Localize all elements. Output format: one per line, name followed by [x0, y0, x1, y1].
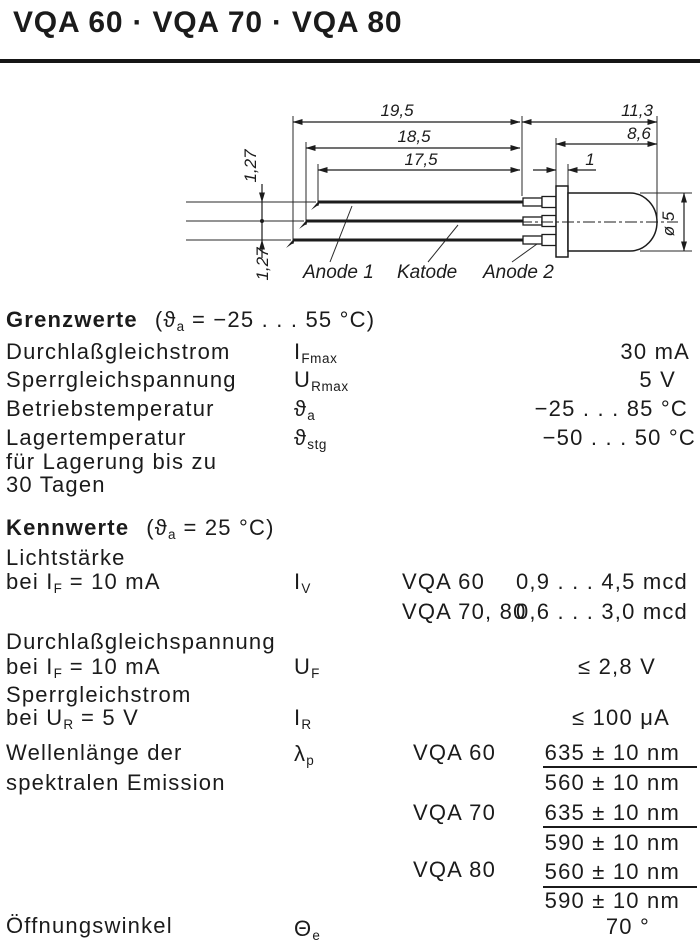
grenzwerte-condition: ($ϑ_a = -25$ . . . 55 °C) [154, 307, 376, 334]
value-iv-vqa70-80: 0,6 . . . 3,0 mcd [515, 599, 688, 624]
grenzwerte-title: Grenzwerte [6, 307, 138, 332]
wavelength-divider [543, 826, 697, 828]
wavelength-divider [543, 766, 697, 768]
symbol-uf: $U_F$ [294, 654, 320, 681]
dim-1: 1 [585, 150, 595, 169]
value-theta-a: −25 . . . 85 °C [534, 396, 688, 421]
value-lambda-vqa80-bottom: 590 ± 10 nm [544, 888, 680, 913]
dim-17-5: 17,5 [404, 150, 438, 169]
row-condition: bei $U_R = 5$ V [6, 705, 140, 732]
type-name: VQA 70 [413, 800, 497, 825]
row-label: Lichtstärke [6, 545, 126, 570]
value-ir: ≤ 100 μA [572, 705, 670, 730]
row-condition: bei $I_F = 10$ mA [6, 569, 161, 596]
type-name: VQA 60 [413, 740, 497, 765]
row-label: Durchlaßgleichstrom [6, 339, 231, 364]
symbol-theta-stg: $ϑ_{stg}$ [294, 425, 328, 452]
pin-label-katode: Katode [397, 262, 458, 283]
value-ifmax: 30 mA [620, 339, 690, 364]
row-label-line3: 30 Tagen [6, 472, 106, 497]
lead-crimps [523, 197, 556, 246]
symbol-ir: $I_R$ [294, 705, 312, 732]
dimension-labels [241, 101, 678, 281]
value-uf: ≤ 2,8 V [578, 654, 656, 679]
symbol-ifmax: $I_{Fmax}$ [294, 339, 338, 366]
dim-18-5: 18,5 [397, 127, 431, 146]
value-iv-vqa60: 0,9 . . . 4,5 mcd [515, 569, 688, 594]
row-label: Sperrgleichstrom [6, 682, 192, 707]
value-lambda-vqa70-top: 635 ± 10 nm [544, 800, 680, 825]
kennwerte-title: Kennwerte [6, 515, 130, 540]
kennwerte-condition: ($ϑ_a = 25$ °C) [146, 515, 275, 542]
kennwerte-heading [6, 515, 275, 542]
type-name: VQA 60 [402, 569, 486, 594]
row-label: Sperrgleichspannung [6, 367, 237, 392]
value-lambda-vqa60-bottom: 560 ± 10 nm [544, 770, 680, 795]
row-label: Wellenlänge der [6, 740, 183, 765]
dim-19-5: 19,5 [380, 101, 414, 120]
type-name: VQA 70, 80 [402, 599, 527, 624]
row-label: Betriebstemperatur [6, 396, 215, 421]
value-urmax: 5 V [639, 367, 676, 392]
symbol-theta-a: $ϑ_a$ [294, 396, 316, 423]
dim-8-6: 8,6 [627, 124, 651, 143]
row-label: Öffnungswinkel [6, 913, 173, 938]
type-name: VQA 80 [413, 857, 497, 882]
grenzwerte-heading [6, 307, 376, 334]
pin-label-anode2: Anode 2 [483, 262, 554, 283]
symbol-iv: $I_V$ [294, 569, 311, 596]
row-label: Durchlaßgleichspannung [6, 629, 276, 654]
page-title: VQA 60 · VQA 70 · VQA 80 [13, 6, 403, 39]
pin-label-anode1: Anode 1 [303, 262, 374, 283]
symbol-urmax: $U_{Rmax}$ [294, 367, 349, 394]
row-label-line2: für Lagerung bis zu [6, 449, 218, 474]
dim-11-3: 11,3 [621, 101, 653, 120]
symbol-theta-e: $\Theta_e$ [294, 916, 321, 943]
value-lambda-vqa70-bottom: 590 ± 10 nm [544, 830, 680, 855]
value-lambda-vqa80-top: 560 ± 10 nm [544, 859, 680, 884]
symbol-lambda-p: $\lambda_p$ [294, 741, 315, 768]
value-lambda-vqa60-top: 635 ± 10 nm [544, 740, 680, 765]
dim-diameter: ø 5 [659, 211, 678, 237]
value-theta-stg: −50 . . . 50 °C [542, 425, 696, 450]
row-label: Lagertemperatur [6, 425, 187, 450]
pin-labels [302, 262, 554, 283]
dim-1-27-bottom: 1,27 [253, 247, 272, 281]
row-condition: bei $I_F = 10$ mA [6, 654, 161, 681]
led-leads [286, 197, 556, 249]
dim-1-27-top: 1,27 [241, 149, 260, 183]
row-label-line2: spektralen Emission [6, 770, 226, 795]
value-theta-e: 70 ° [605, 914, 650, 939]
